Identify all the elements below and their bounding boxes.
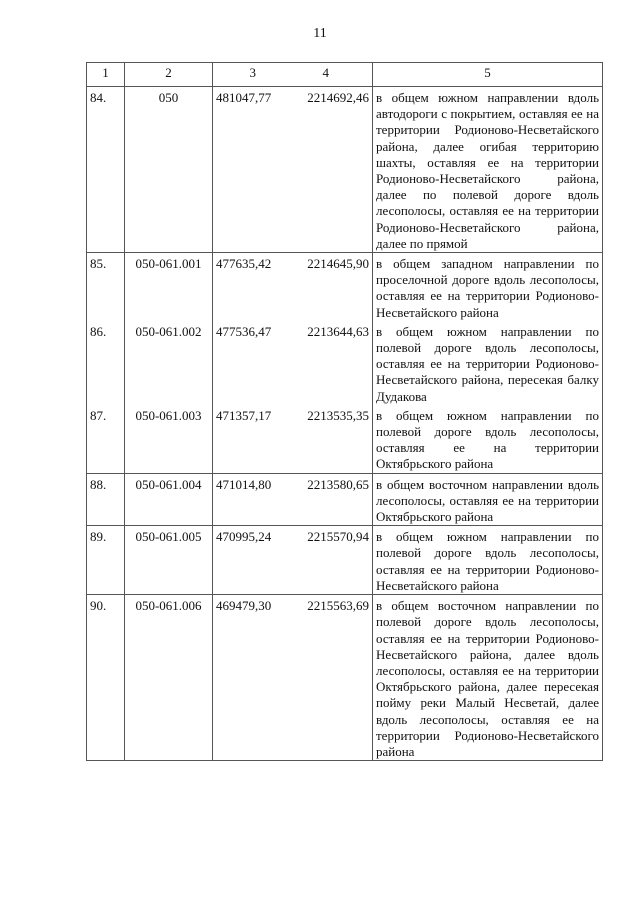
coordinate-x: 477635,42: [213, 253, 293, 321]
table-row: [87, 321, 603, 405]
boundary-description: в общем южном направлении вдоль автодороги с покрытием, оставляя ее на территории Родионово-Несветайского района, далее огибая территорию шахты, оставляя ее на территории Родионово-Несветайского района, далее по полевой дороге вдоль лесополосы, оставляя ее на территории Родионово-Несветайского района, далее по прямой: [373, 87, 603, 253]
table-row: [87, 253, 603, 321]
page-number: 11: [313, 26, 327, 41]
header-col-3: 3: [213, 63, 293, 87]
segment-code: 050-061.001: [125, 253, 213, 321]
header-col-2: 2: [125, 63, 213, 87]
row-number: 88.: [87, 473, 125, 526]
coordinate-y: 2213535,35: [293, 405, 373, 473]
coordinate-y: 2214692,46: [293, 87, 373, 253]
coordinate-y: 2215570,94: [293, 526, 373, 595]
table-row: [87, 473, 603, 526]
row-number: 90.: [87, 595, 125, 761]
table-row: [87, 405, 603, 473]
boundary-table: [86, 62, 603, 761]
boundary-description: в общем западном направлении по проселочной дороге вдоль лесополосы, оставляя ее на территории Родионово-Несветайского района: [373, 253, 603, 321]
boundary-description: в общем восточном направлении вдоль лесополосы, оставляя ее на территории Октябрьского района: [373, 473, 603, 526]
table-row: [87, 87, 603, 253]
boundary-description: в общем южном направлении по полевой дороге вдоль лесополосы, оставляя ее на территории Октябрьского района: [373, 405, 603, 473]
row-number: 85.: [87, 253, 125, 321]
boundary-description: в общем южном направлении по полевой дороге вдоль лесополосы, оставляя ее на территории Родионово-Несветайского района, пересекая балку Дудакова: [373, 321, 603, 405]
table-row: [87, 595, 603, 761]
header-col-1: 1: [87, 63, 125, 87]
table-header-row: [87, 63, 603, 87]
coordinate-x: 481047,77: [213, 87, 293, 253]
row-number: 87.: [87, 405, 125, 473]
segment-code: 050-061.004: [125, 473, 213, 526]
coordinate-x: 477536,47: [213, 321, 293, 405]
coordinate-x: 471357,17: [213, 405, 293, 473]
row-number: 84.: [87, 87, 125, 253]
table-row: [87, 526, 603, 595]
coordinate-y: 2213644,63: [293, 321, 373, 405]
boundary-description: в общем восточном направлении по полевой дороге вдоль лесополосы, оставляя ее на территории Родионово-Несветайского района, далее вдоль лесополосы, оставляя ее на территории Октябрьского района, далее пересекая пойму реки Малый Несветай, далее вдоль лесополосы, оставляя ее на территории Родионово-Несветайского района: [373, 595, 603, 761]
boundary-description: в общем южном направлении по полевой дороге вдоль лесополосы, оставляя ее на территории Родионово-Несветайского района: [373, 526, 603, 595]
segment-code: 050-061.006: [125, 595, 213, 761]
row-number: 86.: [87, 321, 125, 405]
segment-code: 050-061.005: [125, 526, 213, 595]
segment-code: 050: [125, 87, 213, 253]
row-number: 89.: [87, 526, 125, 595]
segment-code: 050-061.002: [125, 321, 213, 405]
header-col-4: 4: [293, 63, 373, 87]
coordinate-y: 2214645,90: [293, 253, 373, 321]
coordinate-y: 2213580,65: [293, 473, 373, 526]
coordinate-x: 471014,80: [213, 473, 293, 526]
coordinate-x: 470995,24: [213, 526, 293, 595]
segment-code: 050-061.003: [125, 405, 213, 473]
coordinate-x: 469479,30: [213, 595, 293, 761]
header-col-5: 5: [373, 63, 603, 87]
coordinate-y: 2215563,69: [293, 595, 373, 761]
